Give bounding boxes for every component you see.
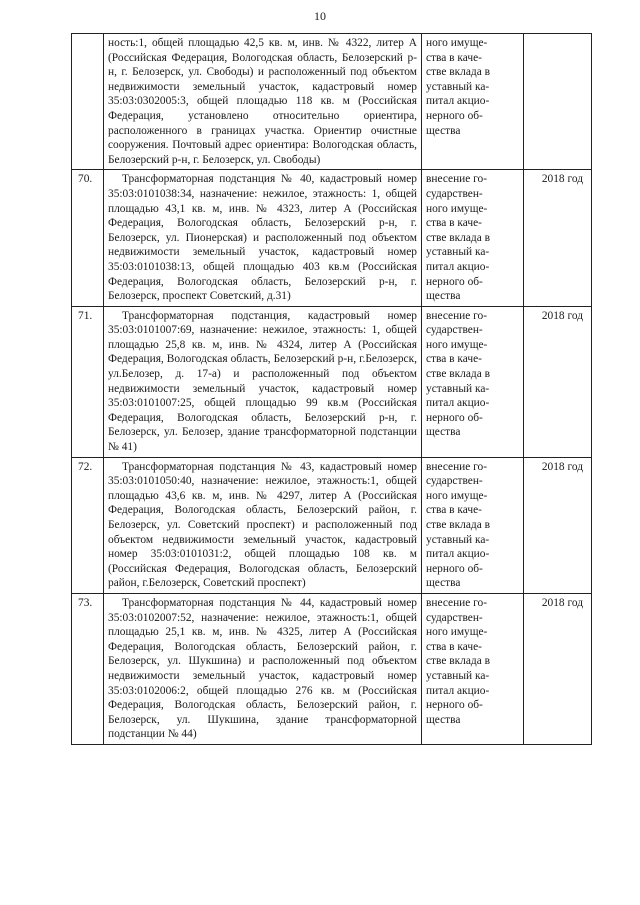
privatization-method-line: внесение го- [426,460,488,473]
privatization-method-line: щества [426,577,461,590]
row-number: 71. [72,306,104,457]
privatization-method-line: стве вклада в [426,519,490,531]
privatization-method-line: ного имуще- [426,202,488,215]
privatization-method-line: щества [426,713,461,726]
privatization-method-line: уставный ка- [426,246,490,259]
table-row [72,306,592,457]
privatization-method-line: ства в каче- [426,217,482,230]
privatization-method-line: питал акцио- [426,95,490,108]
privatization-method-line: ства в каче- [426,51,482,64]
privatization-year: 2018 год [524,457,592,593]
privatization-method-line: внесение го- [426,596,488,609]
privatization-year: 2018 год [524,306,592,457]
row-number [72,34,104,170]
privatization-year: 2018 год [524,593,592,744]
privatization-method-line: питал акцио- [426,397,490,410]
privatization-method-line: питал акцио- [426,684,490,697]
privatization-method-line: питал акцио- [426,260,490,273]
privatization-method [422,170,524,306]
privatization-method-line: стве вклада в [426,66,490,79]
table-row [72,593,592,744]
privatization-method-line: уставный ка- [426,382,490,395]
privatization-method-line: нерного об- [426,275,483,288]
privatization-method-line: сударствен- [426,187,483,200]
privatization-method-line: щества [426,124,461,137]
privatization-method-line: стве вклада в [426,231,490,244]
privatization-method-line: ства в каче- [426,353,482,366]
property-table-body [72,34,592,745]
privatization-method-line: стве вклада в [426,368,490,381]
privatization-method-line: нерного об- [426,411,483,424]
property-table [71,33,592,745]
table-row [72,170,592,306]
privatization-method-line: ного имуще- [426,338,488,351]
table-row [72,34,592,170]
privatization-method [422,457,524,593]
privatization-method-line: внесение го- [426,309,488,322]
privatization-method-line: сударствен- [426,475,483,488]
property-description: ность:1, общей площадью 42,5 кв. м, инв. № 4322, литер А (Российская Федерация, Вологодская область, Белозерский р-н, г. Белозерск, ул. Свободы) и расположенный под объектом недвижимости земельный участок, кадастровый номер 35:03:0302005:3, общей площадью 118 кв. м (Российская Федерация, установлено относительно ориентира, расположенного в границах участка. Ориентир очистные сооружения. Почтовый адрес ориентира: Вологодская область, Белозерский р-н, г. Белозерск, ул. Свободы) [104,34,422,170]
property-description: Трансформаторная подстанция № 43, кадастровый номер 35:03:0101050:40, назначение: нежилое, этажность:1, общей площадью 43,6 кв. м, инв. № 4297, литер А (Российская Федерация, Вологодская область, Белозерский район, г. Белозерск, ул. Советский проспект) и расположенный под объектом недвижимости земельный участок, кадастровый номер 35:03:0101031:2, общей площадью 108 кв. м (Российская Федерация, Вологодская область, Белозерский район, г.Белозерск, Советский проспект) [104,457,422,593]
privatization-method-line: ного имуще- [426,489,488,502]
privatization-method-line: уставный ка- [426,533,490,546]
page-number: 10 [314,9,326,23]
property-description: Трансформаторная подстанция № 44, кадастровый номер 35:03:0102007:52, назначение: нежилое, этажность:1, общей площадью 25,1 кв. м, инв. № 4325, литер А (Российская Федерация, Вологодская область, Белозерский район, г. Белозерск, ул. Шукшина) и расположенный под объектом недвижимости земельный участок, кадастровый номер 35:03:0102006:2, общей площадью 276 кв. м (Российская Федерация, Вологодская область, Белозерский район, г. Белозерск, ул. Шукшина, здание трансформаторной подстанции № 44) [104,593,422,744]
privatization-method-line: ства в каче- [426,640,482,653]
property-description: Трансформаторная подстанция, кадастровый номер 35:03:0101007:69, назначение: нежилое, этажность: 1, общей площадью 25,8 кв. м, инв. № 4324, литер А (Российская Федерация, Вологодская область, Белозерский р-н, г.Белозерск, ул.Белозер, д. 17-а) и расположенный под объектом недвижимости земельный участок, кадастровый номер 35:03:0101007:25, общей площадью 99 кв.м (Российская Федерация, Вологодская область, Белозерский р-н, г. Белозерск, ул. Белозер, здание трансформаторной подстанции № 41) [104,306,422,457]
property-description: Трансформаторная подстанция № 40, кадастровый номер 35:03:0101038:34, назначение: нежилое, этажность: 1, общей площадью 43,1 кв. м, инв. № 4323, литер А (Российская Федерация, Вологодская область, Белозерский р-н, г. Белозерск, ул. Пионерская) и расположенный под объектом недвижимости земельный участок, кадастровый номер 35:03:0101038:13, общей площадью 403 кв.м (Российская Федерация, Вологодская область, Белозерский р-н, г. Белозерск, проспект Советский, д.31) [104,170,422,306]
privatization-method-line: нерного об- [426,562,483,575]
row-number: 73. [72,593,104,744]
privatization-method-line: щества [426,290,461,303]
privatization-method-line: питал акцио- [426,548,490,561]
privatization-method-line: уставный ка- [426,80,490,93]
privatization-method-line: нерного об- [426,109,483,122]
privatization-method-line: щества [426,426,461,439]
row-number: 72. [72,457,104,593]
privatization-method-line: ного имуще- [426,626,488,639]
privatization-method [422,593,524,744]
privatization-method-line: сударствен- [426,324,483,337]
privatization-method-line: ства в каче- [426,504,482,517]
row-number: 70. [72,170,104,306]
privatization-method-line: нерного об- [426,699,483,712]
privatization-method-line: ного имуще- [426,37,488,49]
privatization-method [422,306,524,457]
privatization-method-line: сударствен- [426,611,483,624]
privatization-year: 2018 год [524,170,592,306]
table-row [72,457,592,593]
privatization-year [524,34,592,170]
privatization-method-line: уставный ка- [426,669,490,682]
privatization-method [422,34,524,170]
privatization-method-line: стве вклада в [426,655,490,668]
privatization-method-line: внесение го- [426,173,488,186]
